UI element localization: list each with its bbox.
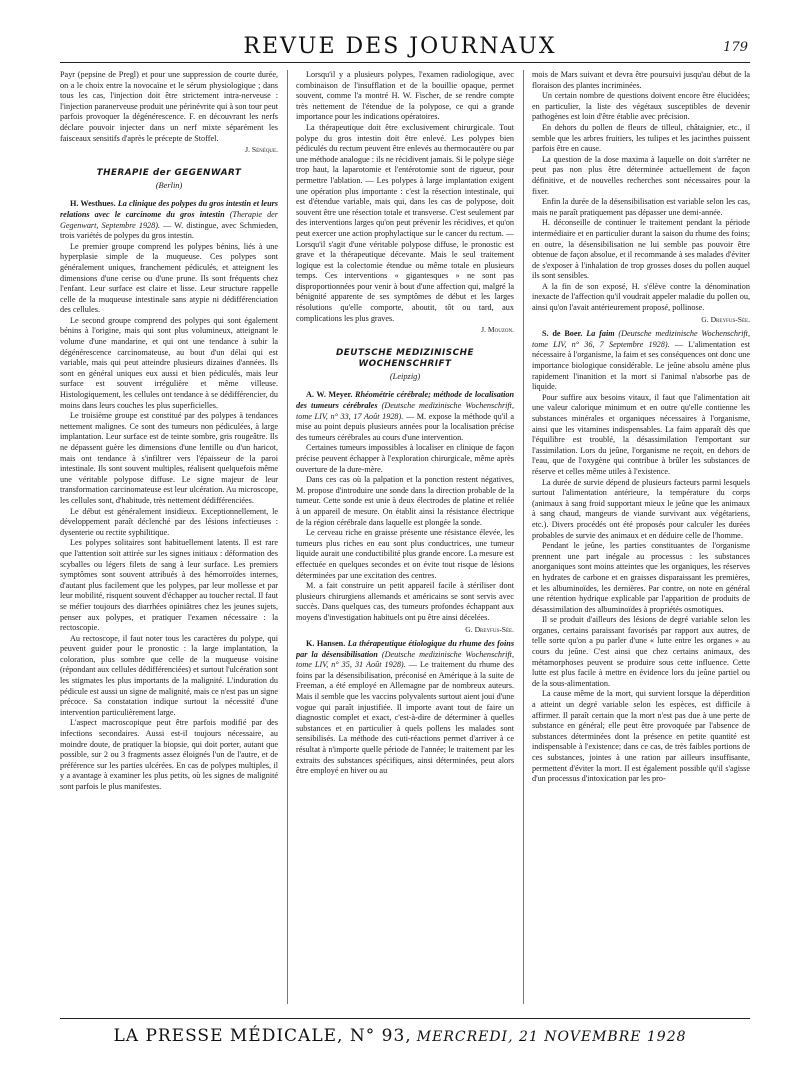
article-title: Rhéométrie cérébrale; méthode de localisation des tumeurs cérébrales [296,390,514,411]
article-lead [60,199,278,241]
page-number: 179 [723,40,748,55]
journal-city: (Berlin) [155,180,183,190]
paragraph: Le troisième groupe est constitué par des polypes à tendances nettement malignes. Ce sont des tumeurs non pédiculées, à large implantation. Leur surface est de teinte sombre, gris rougeâtre. Ils ne dépassent guère les dimensions d'une lentille ou d'un haricot, mais ont tendance à s'infiltrer vers l'épaisseur de la paroi intestinale. Ils sont souvent multiples, réalisent quelquefois même une véritable polypose diffuse. Le signe majeur de leur transformation carcinomateuse est leur ulcération. Au microscope, les cellules sont, d'habitude, très nettement dédifférenciées. [60,411,278,505]
paragraph: L'aspect macroscopique peut être parfois modifié par des infections secondaires. Aussi est-il toujours nécessaire, au moindre doute, de pratiquer la biopsie, qui doit porter, autant que possible, sur 2 ou 3 fragments assez éloignés l'un de l'autre, et de préférence sur les parties ulcérées. En cas de polypes multiples, il y a avantage à examiner les plus petits, où les signes de malignité sont parfois le plus manifestes. [60,718,278,791]
article-text: — W. distingue, avec Schmieden, trois variétés de polypes du gros intestin. [60,220,278,241]
page-footer [0,1026,800,1046]
running-title: REVUE DES JOURNAUX [243,34,557,59]
journal-city: (Leipzig) [389,371,421,381]
column-middle [296,70,514,1004]
article-reference: (Deutsche medizinische Wochenschrift, tome LIV, n° 35, 31 Août 1928). [296,649,514,670]
article-author: S. de Boer. [542,329,583,339]
signature: J. Mouzon. [481,325,514,335]
footer-date: MERCREDI, 21 NOVEMBRE 1928 [416,1029,687,1045]
paragraph: Il se produit d'ailleurs des lésions de degré variable selon les organes, certains paraissant favorisés par rapport aux autres, de telle sorte qu'on a pu parler d'une « lutte entre les organes » au cours du jeûne. C'est ainsi que chez certains animaux, des métamorphoses peuvent se produire sous cette influence. Cette lutte est plus facile à mettre en évidence lors du jeûne partiel ou de la sous-alimentation. [532,615,750,688]
paragraph: Au rectoscope, il faut noter tous les caractères du polype, qui peuvent guider pour le pronostic : la large implantation, la coloration, plus sombre que celle de la muqueuse voisine (répondant aux cellules dédifférenciées) et surtout l'ulcération sont les stigmates les plus importants de la malignité. L'induration du pédicule est aussi un signe de malignité, mais ce n'est pas un signe précoce. Sa constatation indique surtout la nécessité d'une intervention particulièrement large. [60,633,278,717]
article-reference: (Therapie der Gegenwart, Septembre 1928). [60,209,278,230]
article-lead [532,329,750,393]
journal-heading: DEUTSCHE MEDIZINISCHE WOCHENSCHRIFT [336,347,474,369]
paragraph: La thérapeutique doit être exclusivement chirurgicale. Tout polype du gros intestin doit être enlevé. Les polypes bien pédiculés du rectum peuvent être enlevés au thermocautère ou par une méthode analogue : ils ne récidivent jamais. Si le polype siège trop haut, la laparotomie et l'entérotomie sont de rigueur, pour permettre l'ablation. — Les polypes à large implantation exigent une opération plus importante : c'est la résection intestinale, qui est d'étendue variable, mais qui, dans les cas de polypose, doit souvent être une résection totale et transverse. C'est seulement par des interventions larges qu'on peut prévenir les récidives, et qu'on peut exercer une action prophylactique sur le cancer du rectum. — Lorsqu'il s'agit d'une véritable polypose diffuse, le pronostic est grave et la thérapeutique décevante. Mais le seul traitement logique est la colectomie étendue ou même totale en plusieurs temps. Ces interventions « gigantesques » ne sont pas disproportionnées pour venir à bout d'une affection qui, malgré la bénignité apparente de ses symptômes de début et les larges résolutions qu'elle comporte, aboutit, tôt ou tard, aux complications les plus graves. [296,122,514,323]
footer-journal-title: LA PRESSE MÉDICALE, N° 93, [113,1026,412,1046]
paragraph: H. déconseille de continuer le traitement pendant la période intermédiaire et en particulier durant la saison du rhume des foins; en outre, la désensibilisation ne lui semble pas pouvoir être obtenue de façon absolue, et il recommande à ses malades d'éviter de s'exposer à l'inhalation de trop grosses doses du pollen auquel ils sont sensibles. [532,218,750,281]
column-right [532,70,750,1004]
article-title: La thérapeutique étiologique du rhume des foins par la désensibilisation [296,639,514,659]
article-text: — Le traitement du rhume des foins par la désensibilisation, préconisé en Amérique à la suite de Freeman, a été employé en Allemagne par de nombreux auteurs. Mais il semble que les vaccins polyvalents surtout aient joui d'une vogue qui paraît injustifiée. Il importe avant tout de faire un diagnostic complet et exact, c'est-à-dire de déterminer à quelles substances et en particulier à quels pollens les malades sont sensibilisés. La méthode des cuti-réactions permet d'arriver à ce résultat à n'importe quelle période de l'année; le traitement par les extraits des substances spécifiques, ainsi déterminées, peut alors être employé en hiver ou au [296,660,514,776]
article-lead [296,390,514,443]
footer-rule [60,1018,750,1019]
column-left [60,70,278,1004]
paragraph: Le cerveau riche en graisse présente une résistance élevée, les tumeurs plus riches en eau sont plus conductrices, une tumeur liquide aurait une conductibilité plus grande encore. La mesure est effectuée en quelques secondes et on évite tout risque de lésions déterminées par une excitation des centres. [296,528,514,580]
article-lead [296,639,514,777]
article-text: — M. expose la méthode qu'il a mise au point depuis plusieurs années pour la localisation précise des tumeurs cérébrales au cours d'une intervention. [296,411,514,442]
article-author: A. W. Meyer. [306,390,353,400]
signature: G. Dreyfus-Sée. [701,314,750,324]
paragraph: Pour suffire aux besoins vitaux, il faut que l'alimentation ait une valeur calorique minimum et en outre qu'elle contienne les substances minérales et organiques nécessaires à l'organisme, ainsi que les vitamines indispensables. La faim apparaît dès que l'équilibre est troublé, la désassimilation l'emportant sur l'assimilation. Lors du jeûne, l'organisme ne reçoit, en dehors de l'eau, que de l'oxygène qui contribue à brûler les substances de réserve et celles même utiles à l'existence. [532,392,750,476]
column-divider [287,70,288,1004]
article-reference: (Deutsche medizinische Wochenschrift, tome LIV, n° 36, 7 Septembre 1928). [532,329,750,349]
paragraph: La durée de survie dépend de plusieurs facteurs parmi lesquels surtout l'alimentation antérieure, la température du corps (animaux à sang froid supportant mieux le jeûne que les animaux à sang chaud, mangeurs de viande survivant aux végétariens, etc.). Divers procédés ont été proposés pour calculer les durées probables de survie des animaux et en déduire celle de l'homme. [532,477,750,540]
paragraph: Le début est généralement insidieux. Exceptionnellement, le développement paraît déclenché par des lésions infectieuses : dysenterie ou rectite syphilitique. [60,506,278,537]
paragraph: Les polypes solitaires sont habituellement latents. Il est rare que l'attention soit attirée sur les signes initiaux : déformation des scyballes ou légers filets de sang à leur surface. Les premiers symptômes sont souvent attribués à des hémorroïdes internes, d'autant plus facilement que les polypes, par leur mollesse et par leur mobilité, risquent souvent d'échapper au toucher rectal. Il faut se méfier toujours des diarrhées opiniâtres chez les jeunes sujets, penser aux polypes, et pratiquer l'examen nécessaire : la rectoscopie. [60,538,278,633]
paragraph: Enfin la durée de la désensibilisation est variable selon les cas, mais ne paraît pratiquement pas dépasser une demi-année. [532,197,750,217]
paragraph: Payr (pepsine de Pregl) et pour une suppression de courte durée, on a le choix entre la novocaïne et le sérum physiologique ; dans tous les cas, l'injection doit être strictement intra-nerveuse : l'injection paranerveuse produit une périnévrite qui à son tour peut parfois provoquer la dégénérescence. F. en découvrant les nerfs déclare pouvoir injecter dans un nerf mixte séparément les faisceaux sensitifs d'après le précepte de Stoffel. [60,70,278,143]
paragraph: A la fin de son exposé, H. s'élève contre la dénomination inexacte de l'affection qu'il voudrait appeler maladie du pollen ou, ainsi qu'on l'avait antérieurement proposé, pollinose. [532,281,750,313]
paragraph: Lorsqu'il y a plusieurs polypes, l'examen radiologique, avec combinaison de l'insufflation et de la bouillie opaque, permet souvent, comme l'a montré H. W. Fischer, de se rendre compte très nettement de l'étendue de la polypose, ce qui a grande importance pour les indications opératoires. [296,70,514,122]
paragraph: M. a fait construire un petit appareil facile à stériliser dont plusieurs chirurgiens allemands et américains se sont servis avec succès. Dans quelques cas, des tumeurs profondes échappant aux moyens d'investigation habituels ont pu être ainsi décelées. [296,581,514,622]
paragraph: Pendant le jeûne, les parties constituantes de l'organisme prennent une part inégale au processus : les substances anorganiques sont moins atteintes que les organiques, les réserves en hydrates de carbone et en graisses disparaissant les premières, et les albuminoïdes, les dernières. Par contre, on note en général une rétention hydrique explicable par l'apparition de produits de désassimilation des albuminoïdes à propriétés osmotiques. [532,541,750,614]
paragraph: Le premier groupe comprend les polypes bénins, liés à une hyperplasie simple de la muqueuse. Ces polypes sont généralement uniques, franchement pédiculés, et atteignent les dimensions d'une cerise ou d'une prune. Ils sont fréquents chez l'enfant. Leur surface est claire et lisse. Leur structure rappelle celle de la muqueuse intestinale sans atypie ni dédifférenciation des cellules. [60,241,278,315]
article-title: La clinique des polypes du gros intestin et leurs relations avec le carcinome du gros intestin [60,199,278,219]
paragraph: La question de la dose maxima à laquelle on doit s'arrêter ne peut pas non plus être déterminée actuellement de façon définitive, et de nouvelles recherches sont nécessaires pour la fixer. [532,154,750,196]
header-rule [60,62,750,63]
article-author: K. Hansen. [306,639,346,649]
paragraph: Le second groupe comprend des polypes qui sont également bénins à l'origine, mais qui sont plus volumineux, atteignant le volume d'une mandarine, et qui ont une tendance à subir la dégénérescence carcinomateuse, au bout d'un délai qui est variable, mais qui peut atteindre plusieurs dizaines d'années. Ils sont en général uniques eux aussi et bien pédiculés, mais leur surface est souvent irrégulière et même villeuse. Histologiquement, les cellules ont tendance à se dédifférencier, du moins dans leurs couches les plus superficielles. [60,315,278,410]
column-divider [523,70,524,1004]
paragraph: mois de Mars suivant et devra être poursuivi jusqu'au début de la floraison des plantes incriminées. [532,70,750,90]
article-reference: (Deutsche medizinische Wochenschrift, tome LIV, n° 33, 17 Août 1928). [296,401,514,421]
article-text: — L'alimentation est nécessaire à l'organisme, la faim et ses conséquences ont donc une importance biologique considérable. Le jeûne absolu amène plus rapidement l'inanition et la mort si l'animal n'absorbe pas de liquide. [532,339,750,392]
article-title: La faim [586,329,615,339]
paragraph: Certaines tumeurs impossibles à localiser en clinique de façon précise peuvent échapper à l'exploration chirurgicale, même après ouverture de la dure-mère. [296,443,514,474]
paragraph: Dans ces cas où la palpation et la ponction restent négatives, M. propose d'introduire une sonde dans la direction probable de la tumeur. Cette sonde est unie à deux électrodes de platine et reliée à un appareil de mesure. On établit ainsi la résistance électrique de la région cérébrale dans laquelle est plongée la sonde. [296,475,514,527]
signature: G. Dreyfus-Sée. [465,624,514,634]
paragraph: La cause même de la mort, qui survient lorsque la déperdition a atteint un degré variable selon les espèces, est difficile à affirmer. Il paraît certain que la mort n'est pas due à une perte de substance en général; elle peut être provoquée par l'absence de substances déterminées dont la présence en petite quantité est indispensable à l'existence; dans ce cas, de très faibles portions de ces substances, jointes à une ration par ailleurs insuffisante, permettent d'éviter la mort. Il est également possible qu'il s'agisse d'un processus d'intoxication par les pro- [532,689,750,784]
paragraph: Un certain nombre de questions doivent encore être élucidées; en particulier, la liste des végétaux susceptibles de devenir pathogènes est loin d'être établie avec précision. [532,91,750,122]
signature: J. Sénèque. [245,145,278,155]
article-author: H. Westhues. [70,199,116,209]
paragraph: En dehors du pollen de fleurs de tilleul, châtaignier, etc., il semble que les arbres fruitiers, les tulipes et les jacinthes puissent parfois être en cause. [532,122,750,154]
journal-heading: THERAPIE der GEGENWART [96,167,242,178]
